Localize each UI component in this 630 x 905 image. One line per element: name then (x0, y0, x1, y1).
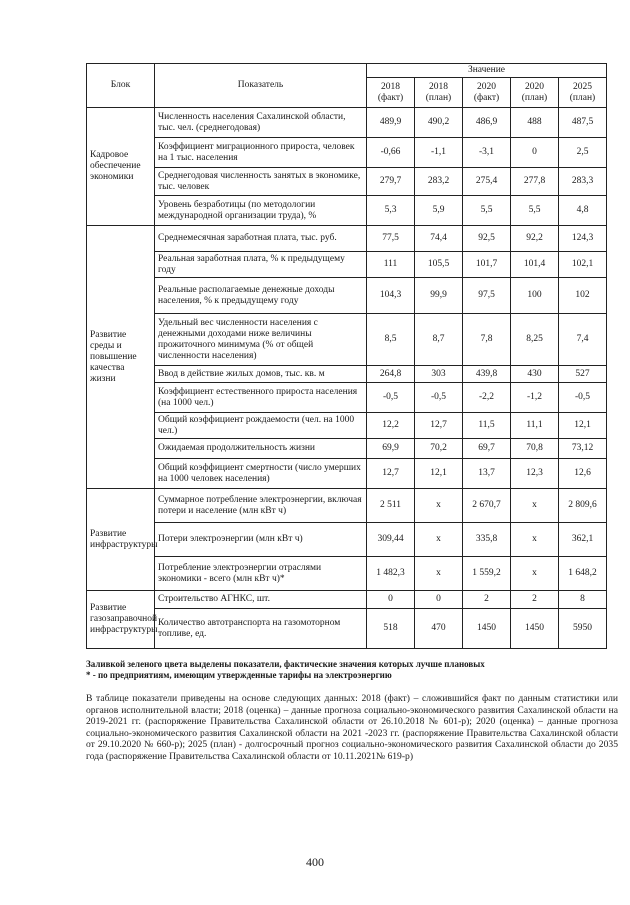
indicator-cell: Общий коэффициент рождаемости (чел. на 1000 чел.) (155, 413, 367, 439)
value-cell: 264,8 (367, 366, 415, 383)
value-cell: 430 (511, 366, 559, 383)
table-row (87, 413, 607, 439)
indicator-cell: Потребление электроэнергии отраслями экономики - всего (млн кВт ч)* (155, 557, 367, 591)
table-row (87, 439, 607, 459)
value-cell: х (415, 489, 463, 523)
table-row (87, 108, 607, 138)
indicator-cell: Общий коэффициент смертности (число умерших на 1000 человек населения) (155, 459, 367, 489)
header-col-kind: (план) (521, 92, 548, 103)
value-cell: 11,1 (511, 413, 559, 439)
value-cell: 0 (415, 591, 463, 609)
value-cell: -0,5 (367, 383, 415, 413)
table-row (87, 459, 607, 489)
value-cell: 12,7 (415, 413, 463, 439)
value-cell: 8,25 (511, 314, 559, 366)
header-col-1 (415, 78, 463, 108)
value-cell: 2 (511, 591, 559, 609)
value-cell: 4,8 (559, 196, 607, 226)
header-indicator: Показатель (155, 64, 367, 108)
value-cell: 283,2 (415, 168, 463, 196)
table-row (87, 278, 607, 314)
header-value: Значение (367, 64, 607, 78)
table-row (87, 557, 607, 591)
table-row (87, 591, 607, 609)
block-name: Кадровое обеспечение экономики (87, 108, 155, 226)
header-col-4 (559, 78, 607, 108)
value-cell: 283,3 (559, 168, 607, 196)
indicator-cell: Уровень безработицы (по методологии международной организации труда), % (155, 196, 367, 226)
block-name: Развитие газозаправочной инфраструктуры (87, 591, 155, 649)
table-row (87, 138, 607, 168)
table-row (87, 252, 607, 278)
value-cell: 104,3 (367, 278, 415, 314)
table-row (87, 226, 607, 252)
value-cell: 73,12 (559, 439, 607, 459)
value-cell: х (415, 523, 463, 557)
footnote-asterisk: * - по предприятиям, имеющим утвержденные тарифы на электроэнергию (86, 670, 392, 680)
header-col-3 (511, 78, 559, 108)
value-cell: 2 809,6 (559, 489, 607, 523)
value-cell: 12,7 (367, 459, 415, 489)
block-name: Развитие среды и повышение качества жизни (87, 226, 155, 489)
value-cell: 2,5 (559, 138, 607, 168)
value-cell: 8,7 (415, 314, 463, 366)
indicator-cell: Потери электроэнергии (млн кВт ч) (155, 523, 367, 557)
value-cell: 105,5 (415, 252, 463, 278)
value-cell: 470 (415, 609, 463, 649)
indicator-cell: Среднемесячная заработная плата, тыс. руб. (155, 226, 367, 252)
value-cell: 97,5 (463, 278, 511, 314)
value-cell: 275,4 (463, 168, 511, 196)
value-cell: -3,1 (463, 138, 511, 168)
page-number: 400 (306, 855, 324, 869)
value-cell: 124,3 (559, 226, 607, 252)
value-cell: 362,1 (559, 523, 607, 557)
value-cell: 490,2 (415, 108, 463, 138)
header-col-year: 2025 (573, 81, 592, 92)
value-cell: 1 559,2 (463, 557, 511, 591)
value-cell: 0 (511, 138, 559, 168)
table-row (87, 168, 607, 196)
header-col-kind: (факт) (377, 92, 404, 103)
value-cell: 2 (463, 591, 511, 609)
value-cell: 7,8 (463, 314, 511, 366)
value-cell: 12,3 (511, 459, 559, 489)
header-col-year: 2020 (525, 81, 544, 92)
value-cell: х (511, 489, 559, 523)
value-cell: 277,8 (511, 168, 559, 196)
value-cell: 102,1 (559, 252, 607, 278)
value-cell: -2,2 (463, 383, 511, 413)
value-cell: 5,5 (511, 196, 559, 226)
indicator-cell: Количество автотранспорта на газомоторном топливе, ед. (155, 609, 367, 649)
header-col-year: 2020 (477, 81, 496, 92)
header-col-2 (463, 78, 511, 108)
value-cell: 101,4 (511, 252, 559, 278)
header-col-kind: (план) (425, 92, 452, 103)
table-row (87, 383, 607, 413)
table-row (87, 196, 607, 226)
value-cell: 92,2 (511, 226, 559, 252)
value-cell: 489,9 (367, 108, 415, 138)
value-cell: 487,5 (559, 108, 607, 138)
value-cell: 439,8 (463, 366, 511, 383)
indicator-cell: Суммарное потребление электроэнергии, включая потери и население (млн кВт ч) (155, 489, 367, 523)
value-cell: -0,5 (559, 383, 607, 413)
header-block: Блок (87, 64, 155, 108)
value-cell: 69,9 (367, 439, 415, 459)
value-cell: 8 (559, 591, 607, 609)
table-row (87, 366, 607, 383)
value-cell: 101,7 (463, 252, 511, 278)
header-col-0 (367, 78, 415, 108)
header-col-kind: (план) (569, 92, 596, 103)
value-cell: 0 (367, 591, 415, 609)
value-cell: 102 (559, 278, 607, 314)
indicator-cell: Численность населения Сахалинской области, тыс. чел. (среднегодовая) (155, 108, 367, 138)
value-cell: 8,5 (367, 314, 415, 366)
value-cell: -0,66 (367, 138, 415, 168)
value-cell: 309,44 (367, 523, 415, 557)
table-row (87, 314, 607, 366)
value-cell: 518 (367, 609, 415, 649)
sources-paragraph: В таблице показатели приведены на основе следующих данных: 2018 (факт) – сложившийся факт по данным статистики или органов исполнительной власти; 2018 (оценка) – данные прогноза социально-экономического развития Сахалинской области на 2019-2021 гг. (распоряжение Правительства Сахалинской области от 26.10.2018 № 601-р); 2020 (оценка) – данные прогноза социально-экономического развития Сахалинской области на 2021 -2023 гг. (распоряжение Правительства Сахалинской области от 29.10.2020 № 660-р); 2025 (план) - долгосрочный прогноз социально-экономического развития Сахалинской области до 2035 года (распоряжение Правительства Сахалинской области от 10.11.2021№ 619-р) (86, 693, 618, 762)
value-cell: 5,3 (367, 196, 415, 226)
footnote-green: Заливкой зеленого цвета выделены показатели, фактические значения которых лучше плановых (86, 659, 485, 669)
indicator-cell: Ввод в действие жилых домов, тыс. кв. м (155, 366, 367, 383)
value-cell: 74,4 (415, 226, 463, 252)
value-cell: 1 648,2 (559, 557, 607, 591)
value-cell: 12,1 (415, 459, 463, 489)
indicators-table (86, 63, 607, 649)
header-col-kind: (факт) (473, 92, 500, 103)
indicator-cell: Удельный вес численности населения с денежными доходами ниже величины прожиточного минимума (% от общей численности населения) (155, 314, 367, 366)
indicator-cell: Реальная заработная плата, % к предыдущему году (155, 252, 367, 278)
value-cell: х (511, 557, 559, 591)
value-cell: 70,2 (415, 439, 463, 459)
header-col-year: 2018 (381, 81, 400, 92)
indicator-cell: Реальные располагаемые денежные доходы населения, % к предыдущему году (155, 278, 367, 314)
header-col-year: 2018 (429, 81, 448, 92)
value-cell: 13,7 (463, 459, 511, 489)
value-cell: х (511, 523, 559, 557)
table-row (87, 489, 607, 523)
value-cell: 7,4 (559, 314, 607, 366)
indicator-cell: Коэффициент миграционного прироста, человек на 1 тыс. населения (155, 138, 367, 168)
value-cell: 303 (415, 366, 463, 383)
value-cell: 5950 (559, 609, 607, 649)
value-cell: 77,5 (367, 226, 415, 252)
value-cell: 100 (511, 278, 559, 314)
value-cell: 2 670,7 (463, 489, 511, 523)
value-cell: -1,1 (415, 138, 463, 168)
value-cell: 1 482,3 (367, 557, 415, 591)
value-cell: 5,9 (415, 196, 463, 226)
value-cell: 69,7 (463, 439, 511, 459)
value-cell: 279,7 (367, 168, 415, 196)
value-cell: х (415, 557, 463, 591)
value-cell: 111 (367, 252, 415, 278)
value-cell: 2 511 (367, 489, 415, 523)
value-cell: 5,5 (463, 196, 511, 226)
indicator-cell: Коэффициент естественного прироста населения (на 1000 чел.) (155, 383, 367, 413)
table-row (87, 523, 607, 557)
value-cell: 11,5 (463, 413, 511, 439)
indicator-cell: Ожидаемая продолжительность жизни (155, 439, 367, 459)
table-footnotes (86, 659, 616, 681)
indicator-cell: Среднегодовая численность занятых в экономике, тыс. человек (155, 168, 367, 196)
value-cell: 488 (511, 108, 559, 138)
value-cell: 12,1 (559, 413, 607, 439)
indicator-cell: Строительство АГНКС, шт. (155, 591, 367, 609)
value-cell: 92,5 (463, 226, 511, 252)
block-name: Развитие инфраструктуры (87, 489, 155, 591)
value-cell: 1450 (511, 609, 559, 649)
value-cell: 486,9 (463, 108, 511, 138)
value-cell: -0,5 (415, 383, 463, 413)
value-cell: -1,2 (511, 383, 559, 413)
value-cell: 527 (559, 366, 607, 383)
value-cell: 12,6 (559, 459, 607, 489)
table-row (87, 609, 607, 649)
value-cell: 12,2 (367, 413, 415, 439)
value-cell: 70,8 (511, 439, 559, 459)
value-cell: 99,9 (415, 278, 463, 314)
value-cell: 335,8 (463, 523, 511, 557)
value-cell: 1450 (463, 609, 511, 649)
